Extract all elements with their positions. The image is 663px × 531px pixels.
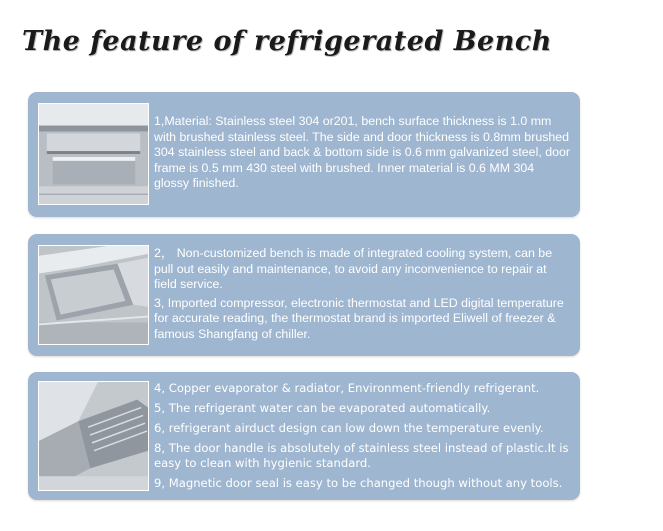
bench-well-photo-icon <box>38 245 149 345</box>
feature-text: 4, Copper evaporator & radiator, Environment-friendly refrigerant. <box>154 381 540 395</box>
feature-text: 6, refrigerant airduct design can low down the temperature evenly. <box>154 421 544 435</box>
feature-panel-cooling <box>28 234 580 356</box>
bench-interior-photo-icon <box>38 381 149 491</box>
page-title: The feature of refrigerated Bench <box>22 26 552 57</box>
feature-text: 5, The refrigerant water can be evaporated automatically. <box>154 401 491 415</box>
feature-text: 9, Magnetic door seal is easy to be changed though without any tools. <box>154 476 563 490</box>
bench-drawer-photo-icon <box>38 103 149 205</box>
feature-text: 1,Material: Stainless steel 304 or201, bench surface thickness is 1.0 mm with brushed stainless steel. The side and door thickness is 0.8mm brushed 304 stainless steel and back & bottom side is 0.6 mm galvanized steel, door frame is 0.5 mm 430 steel with brushed. Inner material is 0.6 MM 304 glossy finished. <box>154 114 570 190</box>
feature-panel-refrigeration <box>28 372 580 500</box>
feature-text: 3, Imported compressor, electronic thermostat and LED digital temperature for accurate reading, the thermostat brand is imported Eliwell of freezer & famous Shangfang of chiller. <box>154 295 564 341</box>
feature-panel-material <box>28 92 580 217</box>
feature-text: 8, The door handle is absolutely of stainless steel instead of plastic.It is easy to clean with hygienic standard. <box>154 441 569 470</box>
feature-text: 2， Non-customized bench is made of integrated cooling system, can be pull out easily and maintenance, to avoid any inconvenience to repair at field service. <box>154 246 553 291</box>
